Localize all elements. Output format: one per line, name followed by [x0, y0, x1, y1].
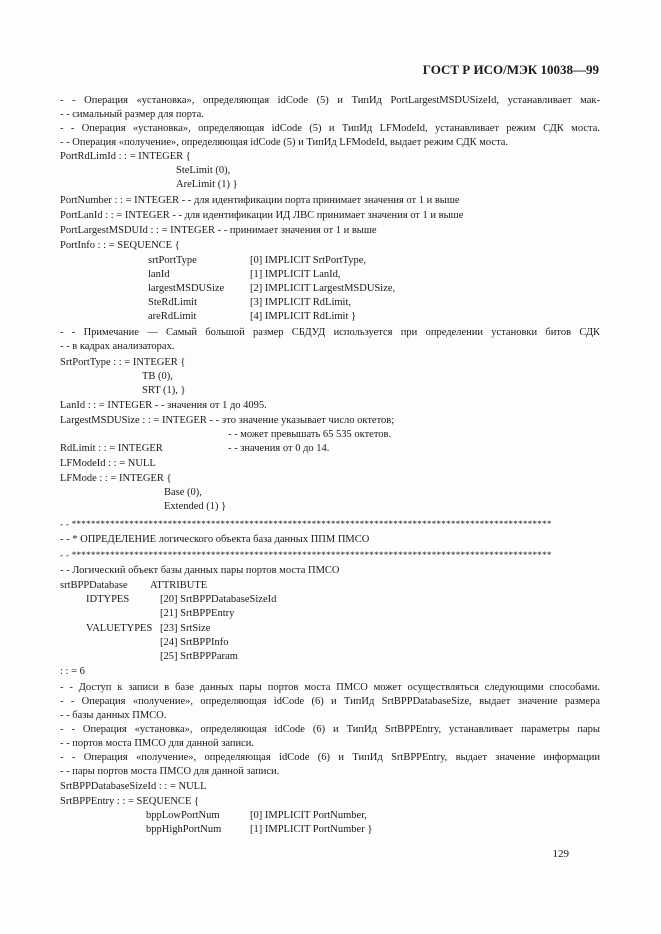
- separator-line: - - ****************************************************************************************************: [60, 519, 552, 529]
- code-line: Extended (1) }: [164, 501, 227, 512]
- field-type: [1] IMPLICIT PortNumber }: [250, 824, 373, 835]
- code-line: SteLimit (0),: [176, 165, 231, 176]
- field-type: [4] IMPLICIT RdLimit }: [250, 311, 357, 322]
- code-line: LanId : : = INTEGER - - значения от 1 до 4095.: [60, 400, 267, 411]
- text-line: - - Операция «получение», определяющая idCode (6) и ТипИд SrtBPPEntry, выдает значение информации: [60, 752, 600, 763]
- code-line: AreLimit (1) }: [176, 179, 238, 190]
- field-name: SteRdLimit: [148, 297, 198, 308]
- code-line: VALUETYPES: [86, 623, 153, 634]
- text-line: - - базы данных ПМСО.: [60, 710, 167, 721]
- text-line: - - Операция «получение», определяющая idCode (6) и ТипИд SrtBPPDatabaseSize, выдает значение размера: [60, 696, 600, 707]
- separator-line: - - ****************************************************************************************************: [60, 550, 552, 560]
- code-line: SrtBPPEntry : : = SEQUENCE {: [60, 796, 200, 807]
- field-name: bppHighPortNum: [146, 824, 222, 835]
- code-line: [20] SrtBPPDatabaseSizeId: [160, 594, 277, 605]
- code-line: PortRdLimId : : = INTEGER {: [60, 151, 191, 162]
- field-type: [2] IMPLICIT LargestMSDUSize,: [250, 283, 396, 294]
- field-type: [0] IMPLICIT PortNumber,: [250, 810, 367, 821]
- code-line: PortInfo : : = SEQUENCE {: [60, 240, 180, 251]
- code-line: PortLargestMSDUId : : = INTEGER - - принимает значения от 1 и выше: [60, 225, 377, 236]
- field-name: lanId: [148, 269, 170, 280]
- code-line: LargestMSDUSize : : = INTEGER - - это значение указывает число октетов;: [60, 415, 395, 426]
- code-line: ATTRIBUTE: [150, 580, 208, 591]
- code-line: IDTYPES: [86, 594, 130, 605]
- code-line: [25] SrtBPPParam: [160, 651, 238, 662]
- note-line: - - Примечание — Самый большой размер СБДУД используется при определении установки битов СДК: [60, 327, 600, 338]
- note-line: - - в кадрах анализаторах.: [60, 341, 175, 352]
- code-line: [23] SrtSize: [160, 623, 211, 634]
- code-line: LFModeId : : = NULL: [60, 458, 156, 469]
- code-line: SrtBPPDatabaseSizeId : : = NULL: [60, 781, 207, 792]
- code-line: : : = 6: [60, 666, 85, 677]
- text-line: - - Операция «установка», определяющая idCode (5) и ТипИд PortLargestMSDUSizeId, устанавливает мак-: [60, 95, 600, 106]
- field-type: [1] IMPLICIT LanId,: [250, 269, 341, 280]
- code-line: - - может превышать 65 535 октетов.: [228, 429, 392, 440]
- code-line: [24] SrtBPPInfo: [160, 637, 229, 648]
- field-name: largestMSDUSize: [148, 283, 225, 294]
- code-line: [21] SrtBPPEntry: [160, 608, 235, 619]
- code-line: PortLanId : : = INTEGER - - для идентификации ИД ЛВС принимает значения от 1 и выше: [60, 210, 464, 221]
- field-type: [0] IMPLICIT SrtPortType,: [250, 255, 367, 266]
- field-name: bppLowPortNum: [146, 810, 220, 821]
- text-line: - - симальный размер для порта.: [60, 109, 204, 120]
- code-line: Base (0),: [164, 487, 202, 498]
- code-line: SRT (1), }: [142, 385, 186, 396]
- text-line: - - портов моста ПМСО для данной записи.: [60, 738, 255, 749]
- field-type: [3] IMPLICIT RdLimit,: [250, 297, 352, 308]
- text-line: - - Логический объект базы данных пары портов моста ПМСО: [60, 565, 340, 576]
- text-line: - - Операция «получение», определяющая idCode (5) и ТипИд LFModeId, выдает режим СДК моста.: [60, 137, 509, 148]
- text-line: - - Доступ к записи в базе данных пары портов моста ПМСО может осуществляться следующими способами.: [60, 682, 600, 693]
- code-line: TB (0),: [142, 371, 173, 382]
- field-name: areRdLimit: [148, 311, 197, 322]
- code-line: SrtPortType : : = INTEGER {: [60, 357, 186, 368]
- code-line: RdLimit : : = INTEGER: [60, 443, 163, 454]
- code-comment: - - значения от 0 до 14.: [228, 443, 330, 454]
- page-number: 129: [552, 848, 569, 860]
- text-line: - - Операция «установка», определяющая idCode (6) и ТипИд SrtBPPEntry, устанавливает параметры пары: [60, 724, 600, 735]
- text-line: - - пары портов моста ПМСО для данной записи.: [60, 766, 280, 777]
- code-line: LFMode : : = INTEGER {: [60, 473, 172, 484]
- field-name: srtPortType: [148, 255, 197, 266]
- code-line: srtBPPDatabase: [60, 580, 128, 591]
- section-title: - - * ОПРЕДЕЛЕНИЕ логического объекта база данных ППМ ПМСО: [60, 534, 370, 545]
- document-header: ГОСТ Р ИСО/МЭК 10038—99: [422, 62, 599, 77]
- code-line: PortNumber : : = INTEGER - - для идентификации порта принимает значения от 1 и выше: [60, 195, 460, 206]
- text-line: - - Операция «установка», определяющая idCode (5) и ТипИд LFModeId, устанавливает режим СДК моста.: [60, 123, 600, 134]
